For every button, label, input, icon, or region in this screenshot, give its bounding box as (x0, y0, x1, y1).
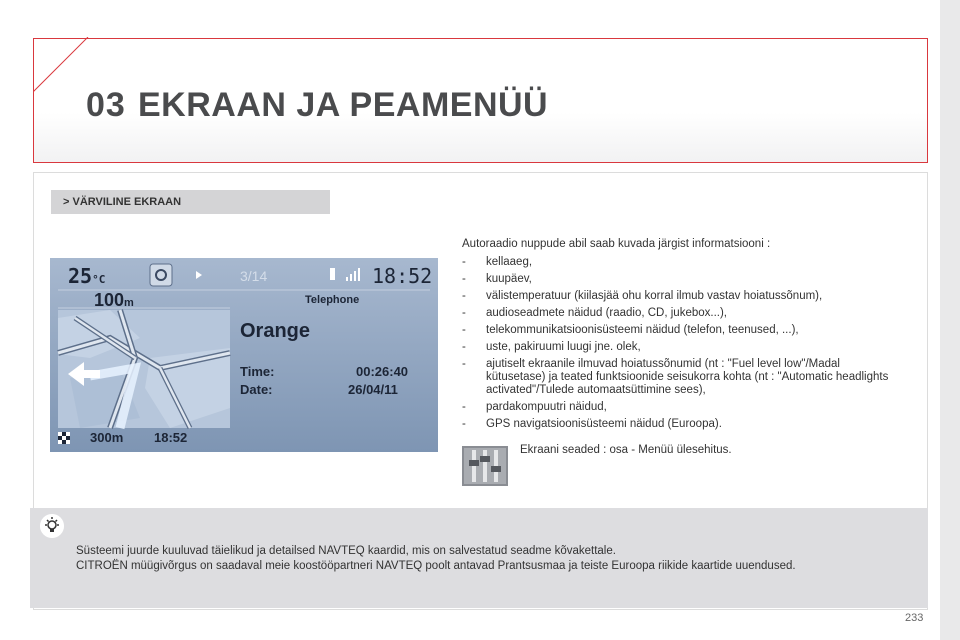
track-counter: 3/14 (240, 268, 268, 284)
list-item: - telekommunikatsioonisüsteemi näidud (telefon, teenused, ...), (462, 324, 799, 336)
list-item: - ajutiselt ekraanile ilmuvad hoiatussõnumid (nt : "Fuel level low"/Madal kütusetase) ja teated funktsioonide seisukorra kohta (nt : "Automatic headlights activated"/Tulede automaatsüttimine sees), (462, 358, 889, 396)
list-item: - välistemperatuur (kiilasjää ohu korral ilmub vastav hoiatussõnum), (462, 290, 823, 302)
operator-name: Orange (240, 320, 311, 342)
info-line-2: CITROËN müügivõrgus on saadaval meie koostööpartneri NAVTEQ poolt antavad Prantsusmaa ja teiste Euroopa riikide kaartide uuendused. (76, 559, 796, 572)
header-top-line (88, 38, 960, 44)
remaining-distance: 300m (90, 430, 124, 445)
distance-value: 100 (94, 290, 125, 310)
color-display-screen (50, 258, 438, 452)
settings-note: Ekraani seaded : osa - Menüü ülesehitus. (520, 444, 732, 456)
list-item: - audioseadmete näidud (raadio, CD, jukebox...), (462, 307, 728, 319)
list-item: - kellaaeg, (462, 256, 533, 268)
checkered-flag-icon (58, 432, 70, 444)
list-item: - pardakompuutri näidud, (462, 401, 607, 413)
temperature-value: 25 (68, 264, 93, 288)
clock: 18:52 (372, 264, 433, 288)
feature-list (462, 256, 902, 435)
chapter-number: 03 (86, 86, 126, 124)
settings-sliders-icon (462, 446, 508, 486)
page-number: 233 (905, 612, 924, 624)
time-label: Time: (240, 364, 275, 379)
distance-unit: m (124, 297, 134, 309)
info-line-1: Süsteemi juurde kuuluvad täielikud ja detailsed NAVTEQ kaardid, mis on salvestatud seadme kõvakettale. (76, 545, 616, 557)
intro-text: Autoraadio nuppude abil saab kuvada järgist informatsiooni : (462, 238, 771, 250)
chapter-title: EKRAAN JA PEAMENÜÜ (138, 86, 549, 124)
navigation-map (58, 310, 230, 428)
date-label: Date: (240, 382, 273, 397)
header-corner-line (33, 37, 93, 97)
lightbulb-tip-icon (40, 514, 64, 538)
arrival-time: 18:52 (154, 430, 188, 445)
telephone-label: Telephone (305, 294, 360, 306)
list-item: - GPS navigatsioonisüsteemi näidud (Euroopa). (462, 418, 722, 430)
temperature-unit: °C (92, 273, 106, 286)
radio-icon (150, 264, 172, 286)
page-edge-bar (940, 0, 960, 640)
section-label: > VÄRVILINE EKRAAN (51, 190, 330, 214)
phone-icon (330, 268, 335, 280)
info-text (76, 544, 796, 573)
date-value: 26/04/11 (348, 382, 398, 397)
time-value: 00:26:40 (356, 364, 409, 379)
list-item: - kuupäev, (462, 273, 532, 285)
list-item: - uste, pakiruumi luugi jne. olek, (462, 341, 641, 353)
